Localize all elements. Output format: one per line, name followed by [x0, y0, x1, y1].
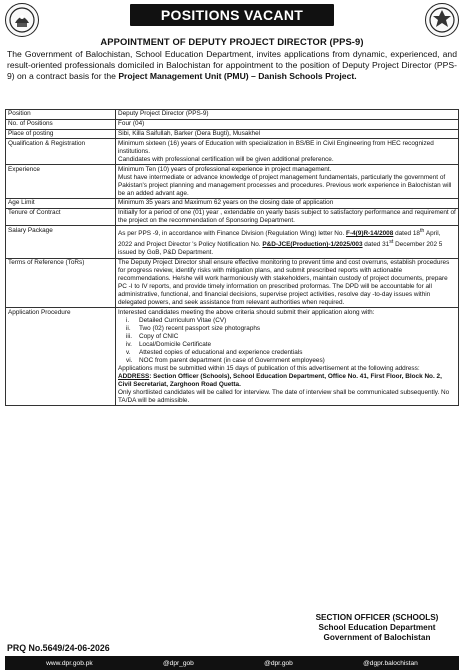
- procedure-lead: Interested candidates meeting the above criteria should submit their application along with:: [118, 308, 375, 316]
- table-row: [6, 165, 459, 199]
- table-row: [6, 129, 459, 139]
- table-row: [6, 139, 459, 165]
- table-row: [6, 308, 459, 406]
- ad-subtitle: APPOINTMENT OF DEPUTY PROJECT DIRECTOR (PPS-9): [100, 36, 364, 47]
- row-label: No. of Positions: [6, 119, 116, 129]
- row-value: Minimum 35 years and Maximum 62 years on the closing date of application: [116, 198, 459, 208]
- row-label: Age Limit: [6, 198, 116, 208]
- list-text: Local/Domicile Certificate: [139, 340, 212, 348]
- required-documents-list: [118, 317, 456, 365]
- row-value: The Deputy Project Director shall ensure effective monitoring to prevent time and cost overruns, establish procedures for progress review, identify risks with mitigation plans, and submit prescribed reports with actionable recommendations. He/she will work harmoniously with stakeholders, maintain custody of project documents, prepare PC -I to IV reports, and provide timely information on prescribed proformas. The DPD will be accountable for all administrative, functional, and financial decisions, supervise project activities, resolve day -to-day issues within delegated powers, and seek assistance from relevant authorities when required.: [116, 258, 459, 308]
- list-item: [126, 341, 456, 349]
- positions-vacant-banner: POSITIONS VACANT: [130, 4, 334, 26]
- list-text: Two (02) recent passport size photographs: [139, 324, 261, 332]
- list-item: [126, 357, 456, 365]
- social-footer: [5, 656, 459, 670]
- list-number: iv.: [126, 340, 132, 348]
- row-value: [116, 226, 459, 258]
- row-value: Initially for a period of one (01) year , extendable on yearly basis subject to satisfactory performance and requirement of the project on the recommendation of Sponsoring Department.: [116, 208, 459, 226]
- row-value: Deputy Project Director (PPS-9): [116, 110, 459, 120]
- row-label: Position: [6, 110, 116, 120]
- row-label: Experience: [6, 165, 116, 199]
- qualification-note: Candidates with professional certification will be given additional preference.: [118, 155, 334, 163]
- website-link[interactable]: www.dpr.gob.pk: [46, 659, 93, 667]
- table-row: [6, 258, 459, 308]
- list-number: v.: [126, 348, 131, 356]
- list-number: i.: [126, 316, 130, 324]
- list-item: [126, 325, 456, 333]
- ordinal-suffix: st: [389, 238, 394, 245]
- row-label: Application Procedure: [6, 308, 116, 406]
- table-row: [6, 208, 459, 226]
- list-text: Detailed Curriculum Vitae (CV): [139, 316, 227, 324]
- row-value: [116, 139, 459, 165]
- notification-number: P&D-JCE(Production)-1/2025/003: [262, 241, 363, 249]
- interview-note: Only shortlisted candidates will be called for interview. The date of interview shall be communicated subsequently. No TA/DA will be admissible.: [118, 388, 450, 404]
- list-number: ii.: [126, 324, 131, 332]
- table-row: [6, 119, 459, 129]
- salary-text: As per PPS -9, in accordance with Finance Division (Regulation Wing) letter No.: [118, 229, 347, 237]
- finance-letter-number: F-4(9)R-14/2008: [346, 229, 394, 237]
- ordinal-suffix: th: [419, 227, 425, 234]
- address-text: : Section Officer (Schools), School Education Department, Office No. 41, First Floor, Block No. 2, Civil Secretariat, Zarghoon Road Quetta.: [118, 372, 442, 388]
- table-row: [6, 110, 459, 120]
- row-value: Four (04): [116, 119, 459, 129]
- submission-address: [118, 373, 456, 389]
- salary-text: April, 2022 and Project Director 's Policy Notification No.: [118, 229, 441, 249]
- twitter-handle[interactable]: @dpr_gob: [162, 659, 194, 667]
- signatory-title: SECTION OFFICER (SCHOOLS): [315, 613, 439, 622]
- qualification-text: Minimum sixteen (16) years of Education with specialization in BS/BE in Civil Engineering from HEC recognized institutions.: [118, 139, 434, 155]
- list-item: [126, 317, 456, 325]
- list-text: NOC from parent department (in case of Government employees): [139, 356, 325, 364]
- row-label: Terms of Reference (ToRs): [6, 258, 116, 308]
- intro-project-name: Project Management Unit (PMU) – Danish Schools Project.: [118, 71, 357, 82]
- salary-text: December 202 5 issued by GoB, P&D Department.: [118, 241, 443, 257]
- list-number: vi.: [126, 356, 133, 364]
- list-item: [126, 349, 456, 357]
- list-text: Copy of CNIC: [139, 332, 179, 340]
- intro-text: The Government of Balochistan, School Education Department, invites applications from dynamic, experienced, and result-oriented professionals domiciled in Balochistan for appointment to the position of Deputy Project Director (PPS-9) on a contract basis for the: [7, 49, 457, 82]
- row-label: Qualification & Registration: [6, 139, 116, 165]
- list-number: iii.: [126, 332, 133, 340]
- experience-text: Minimum Ten (10) years of professional experience in project management.: [118, 165, 332, 173]
- signature-block: [297, 613, 457, 644]
- row-value: [116, 308, 459, 406]
- row-label: Salary Package: [6, 226, 116, 258]
- table-row: [6, 198, 459, 208]
- intro-paragraph: [7, 49, 457, 83]
- submission-instructions: Applications must be submitted within 15 days of publication of this advertisement at the following address:: [118, 364, 420, 372]
- row-value: Sibi, Killa Saifullah, Barker (Dera Bugti), Musakhel: [116, 129, 459, 139]
- instagram-handle[interactable]: @dgpr.balochistan: [363, 659, 418, 667]
- list-text: Attested copies of educational and experience credentials: [139, 348, 303, 356]
- list-item: [126, 333, 456, 341]
- government-crest-icon: [425, 3, 459, 37]
- signatory-department: School Education Department: [318, 623, 436, 633]
- experience-note: Must have intermediate or advance knowledge of project management fundamentals, particularly the government of Pakistan's project planning and management processes and procedures. Previous work experience in Balochistan will be an added advant age.: [118, 173, 452, 197]
- signatory-government: Government of Balochistan: [323, 633, 431, 643]
- row-label: Tenure of Contract: [6, 208, 116, 226]
- balochistan-emblem-icon: [5, 3, 39, 37]
- table-row: [6, 226, 459, 258]
- position-details-table: [5, 109, 459, 406]
- row-label: Place of posting: [6, 129, 116, 139]
- row-value: [116, 165, 459, 199]
- address-label: ADDRESS: [118, 372, 150, 380]
- prq-number: PRQ No.5649/24-06-2026: [7, 643, 110, 653]
- salary-text: dated 31: [362, 241, 390, 249]
- facebook-handle[interactable]: @dpr.gob: [264, 659, 293, 667]
- salary-text: dated 18: [393, 229, 420, 237]
